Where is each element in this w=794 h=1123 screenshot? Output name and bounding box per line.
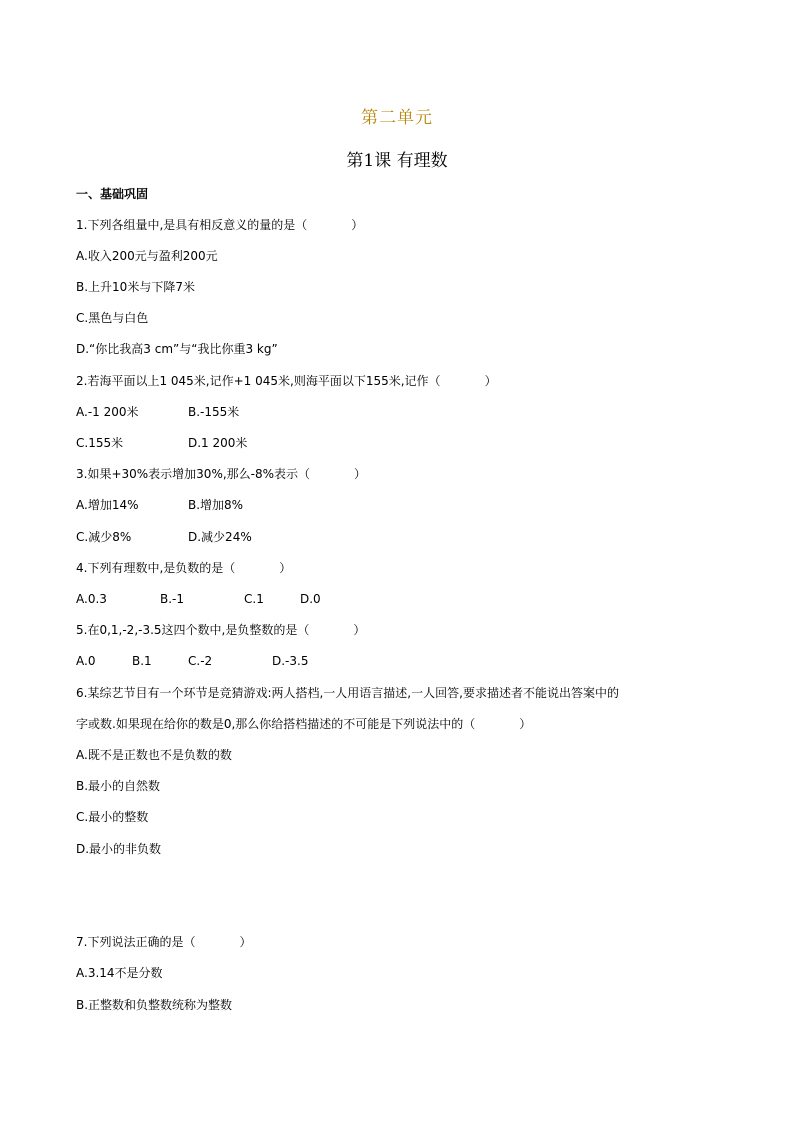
question-1-close: ） xyxy=(351,218,364,232)
question-3-option-c: C.减少8% xyxy=(76,530,132,544)
question-4-stem xyxy=(76,560,291,576)
question-2-options-row-2 xyxy=(76,435,247,451)
question-4-options-row xyxy=(76,591,321,607)
question-5-stem xyxy=(76,622,365,638)
question-6-option-c: C.最小的整数 xyxy=(76,810,149,824)
question-2-option-c: C.155米 xyxy=(76,436,124,450)
question-2-close: ） xyxy=(484,374,497,388)
question-5-option-b: B.1 xyxy=(132,654,152,668)
question-3-option-b: B.增加8% xyxy=(188,498,244,512)
question-7-text: 7.下列说法正确的是（ xyxy=(76,935,196,949)
lesson-title: 第1课 有理数 xyxy=(346,151,448,171)
question-7-option-a: A.3.14不是分数 xyxy=(76,966,163,980)
question-3-options-row-1 xyxy=(76,497,243,513)
question-1-text: 1.下列各组量中,是具有相反意义的量的是（ xyxy=(76,218,308,232)
question-3-option-a: A.增加14% xyxy=(76,498,139,512)
question-3-close: ） xyxy=(354,467,367,481)
question-3-text: 3.如果+30%表示增加30%,那么-8%表示（ xyxy=(76,467,311,481)
question-5-option-d: D.-3.5 xyxy=(272,654,309,668)
question-5-options-row xyxy=(76,653,308,669)
question-1-option-a: A.收入200元与盈利200元 xyxy=(76,249,218,263)
question-5-option-c: C.-2 xyxy=(188,654,213,668)
question-2-options-row-1 xyxy=(76,404,239,420)
question-1-option-d: D.“你比我高3 cm”与“我比你重3 kg” xyxy=(76,342,278,356)
question-4-option-b: B.-1 xyxy=(160,592,185,606)
question-4-option-d: D.0 xyxy=(300,592,321,606)
question-1-option-c: C.黑色与白色 xyxy=(76,311,149,325)
question-6-stem-line-2 xyxy=(76,716,531,732)
question-6-option-a: A.既不是正数也不是负数的数 xyxy=(76,748,232,762)
question-4-option-a: A.0.3 xyxy=(76,592,107,606)
question-6-close: ） xyxy=(519,717,532,731)
question-2-option-d: D.1 200米 xyxy=(188,436,248,450)
question-2-stem xyxy=(76,373,497,389)
unit-title: 第二单元 xyxy=(361,108,433,128)
question-5-text: 5.在0,1,-2,-3.5这四个数中,是负整数的是（ xyxy=(76,623,310,637)
question-1-option-b: B.上升10米与下降7米 xyxy=(76,280,195,294)
section-title: 一、基础巩固 xyxy=(76,187,149,201)
question-4-text: 4.下列有理数中,是负数的是（ xyxy=(76,561,236,575)
question-2-text: 2.若海平面以上1 045米,记作+1 045米,则海平面以下155米,记作（ xyxy=(76,374,441,388)
question-3-options-row-2 xyxy=(76,529,252,545)
question-3-stem xyxy=(76,466,366,482)
question-7-option-b: B.正整数和负整数统称为整数 xyxy=(76,998,233,1012)
question-5-option-a: A.0 xyxy=(76,654,96,668)
question-7-stem xyxy=(76,934,251,950)
question-6-stem-line-1: 6.某综艺节目有一个环节是竞猜游戏:两人搭档,一人用语言描述,一人回答,要求描述者不能说出答案中的 xyxy=(76,686,619,700)
question-1-stem xyxy=(76,217,363,233)
question-7-close: ） xyxy=(239,935,252,949)
question-2-option-b: B.-155米 xyxy=(188,405,240,419)
question-6-option-b: B.最小的自然数 xyxy=(76,779,161,793)
question-6-text: 字或数.如果现在给你的数是0,那么你给搭档描述的不可能是下列说法中的（ xyxy=(76,717,476,731)
question-2-option-a: A.-1 200米 xyxy=(76,405,139,419)
question-5-close: ） xyxy=(353,623,366,637)
question-6-option-d: D.最小的非负数 xyxy=(76,842,162,856)
question-4-close: ） xyxy=(279,561,292,575)
question-4-option-c: C.1 xyxy=(244,592,264,606)
question-3-option-d: D.减少24% xyxy=(188,530,252,544)
